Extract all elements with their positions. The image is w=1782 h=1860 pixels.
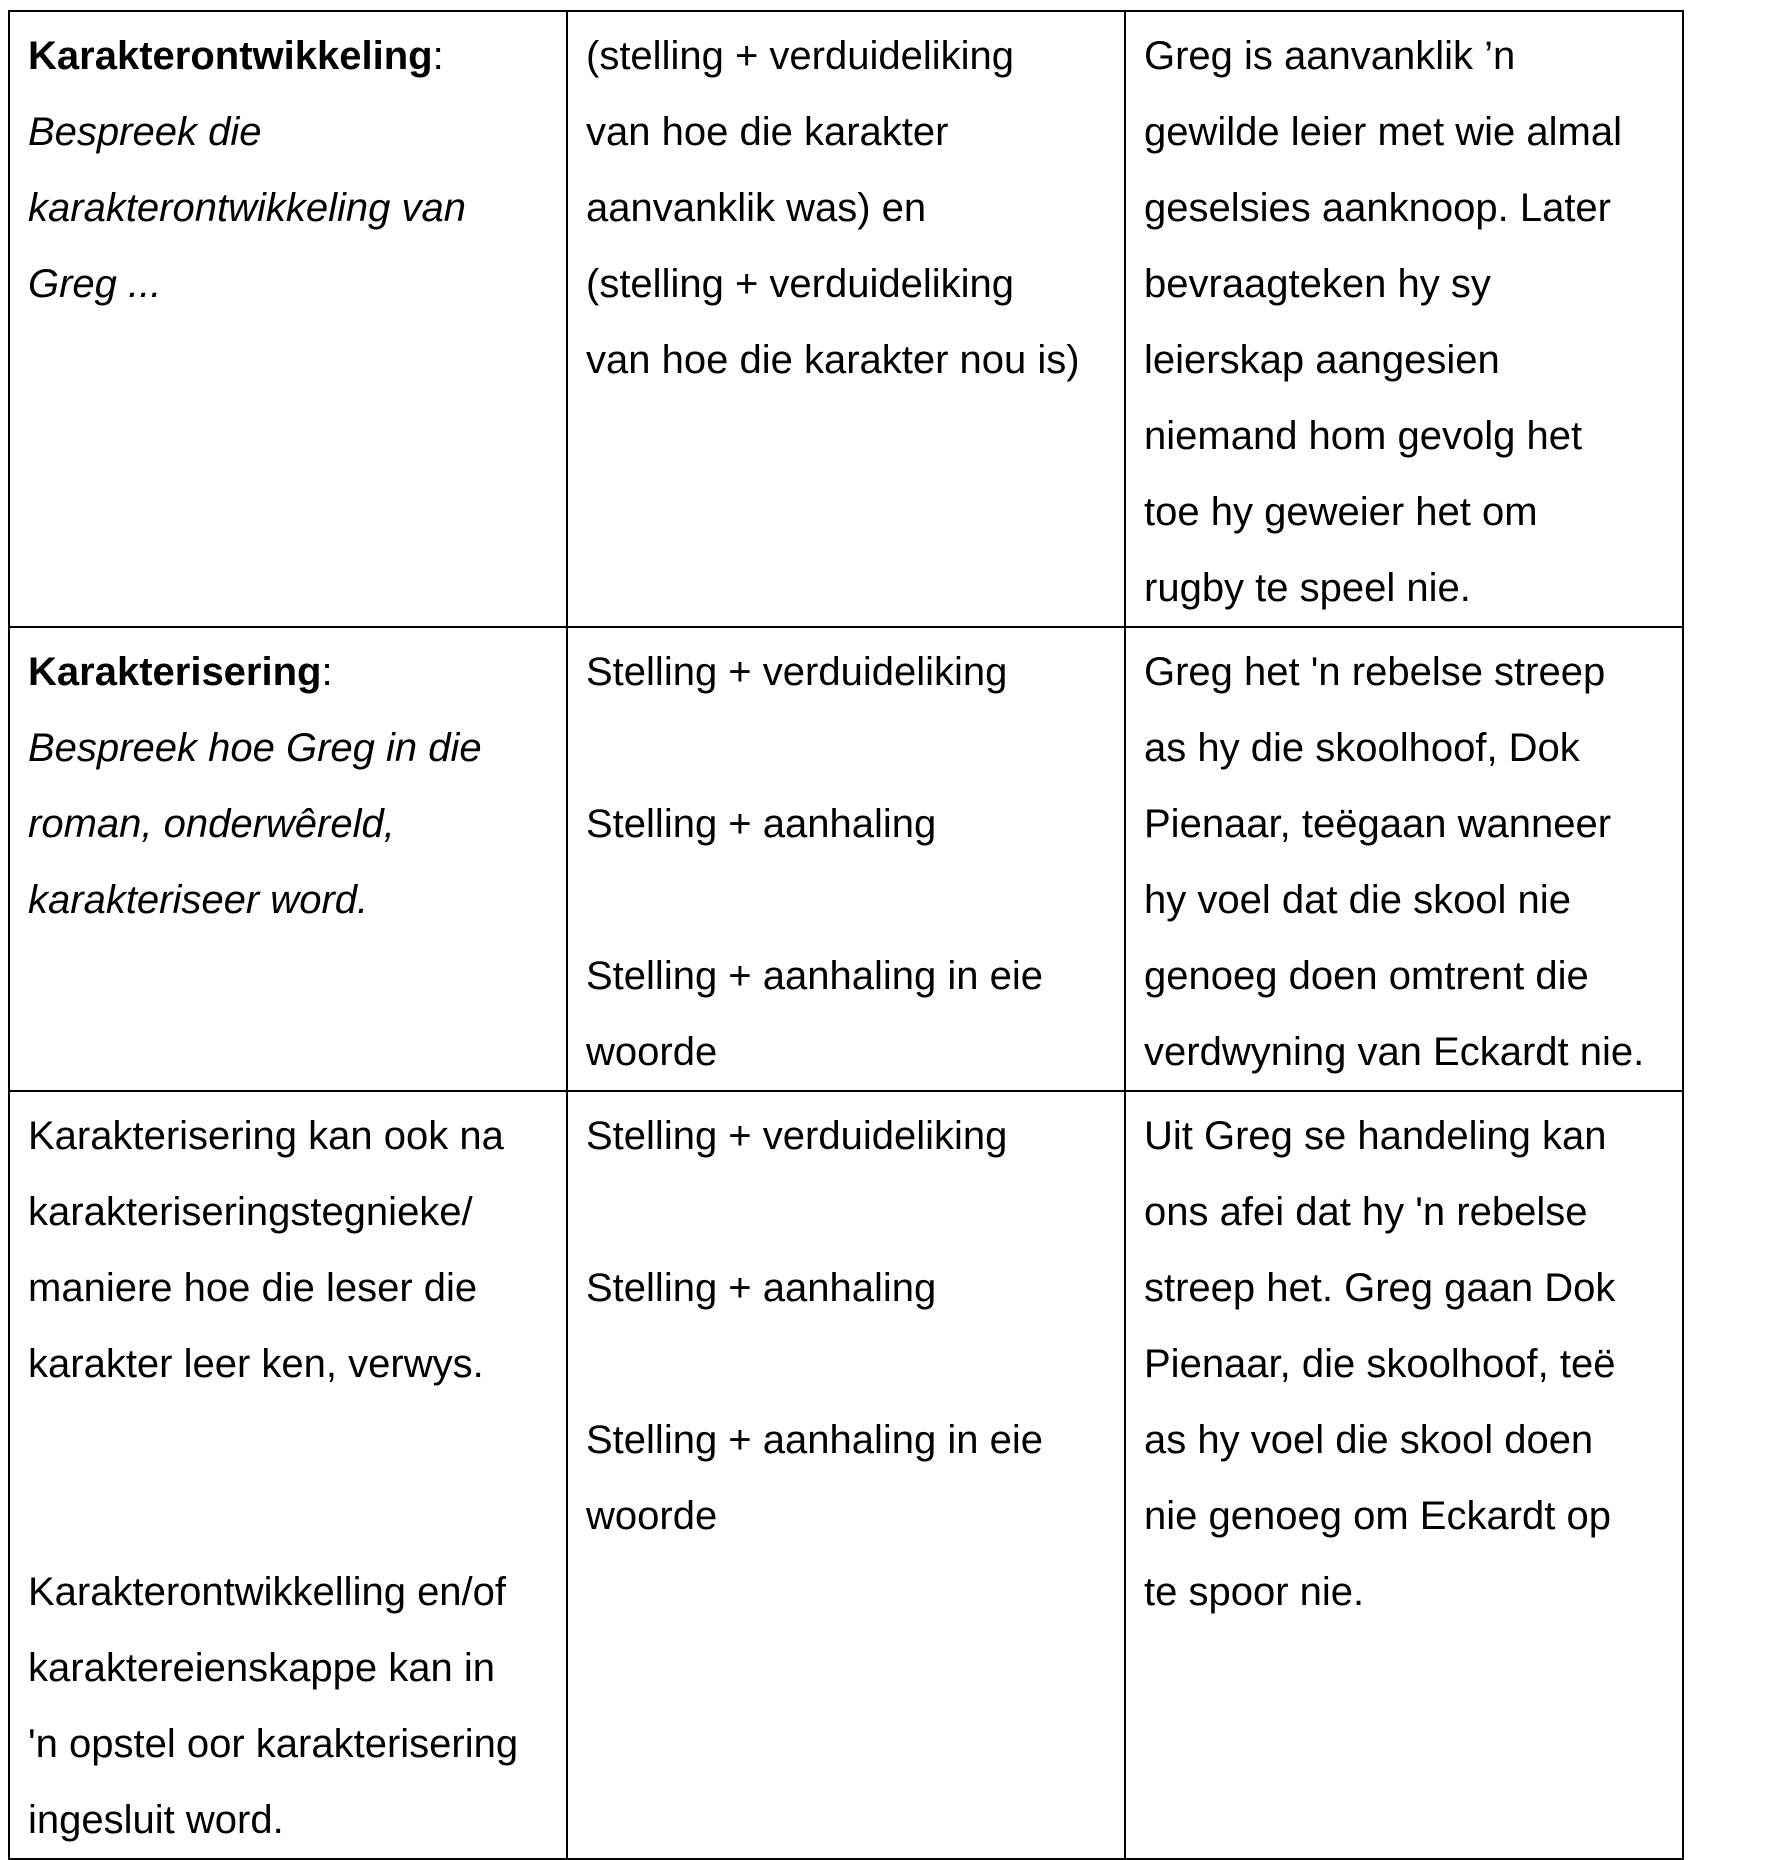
example-cell: [1125, 11, 1683, 627]
example-line: verdwyning van Eckardt nie.: [1144, 1030, 1645, 1074]
example-line: leierskap aangesien: [1144, 338, 1500, 382]
note-line: maniere hoe die leser die: [28, 1266, 478, 1310]
table-row: [9, 11, 1683, 627]
structure-cell: [567, 11, 1125, 627]
instruction-line: Bespreek die: [28, 110, 262, 154]
criterion-title: Karakterontwikkeling: [28, 34, 433, 78]
example-line: Uit Greg se handeling kan: [1144, 1114, 1607, 1158]
example-line: as hy die skoolhoof, Dok: [1144, 726, 1580, 770]
structure-cell: [567, 627, 1125, 1091]
structure-cell: [567, 1091, 1125, 1859]
example-line: Greg is aanvanklik ’n: [1144, 34, 1516, 78]
structure-item: Stelling + aanhaling: [586, 802, 937, 846]
instruction-line: karakterontwikkeling van: [28, 186, 466, 230]
structure-line: (stelling + verduideliking: [586, 262, 1015, 306]
example-line: gewilde leier met wie almal: [1144, 110, 1622, 154]
structure-line: van hoe die karakter nou is): [586, 338, 1080, 382]
example-line: genoeg doen omtrent die: [1144, 954, 1589, 998]
note-line: Karakterisering kan ook na: [28, 1114, 504, 1158]
example-line: bevraagteken hy sy: [1144, 262, 1491, 306]
note-line: karaktereienskappe kan in: [28, 1646, 495, 1690]
example-cell: [1125, 627, 1683, 1091]
example-line: Greg het 'n rebelse streep: [1144, 650, 1606, 694]
note-line: ingesluit word.: [28, 1798, 284, 1842]
instruction-line: roman, onderwêreld,: [28, 802, 395, 846]
structure-item: woorde: [586, 1494, 718, 1538]
example-line: as hy voel die skool doen: [1144, 1418, 1594, 1462]
instruction-line: Greg ...: [28, 262, 162, 306]
note-line: Karakterontwikkelling en/of: [28, 1570, 507, 1614]
note-line: 'n opstel oor karakterisering: [28, 1722, 519, 1766]
structure-line: aanvanklik was) en: [586, 186, 927, 230]
structure-item: woorde: [586, 1030, 718, 1074]
structure-line: van hoe die karakter: [586, 110, 949, 154]
structure-item: Stelling + aanhaling: [586, 1266, 937, 1310]
example-line: toe hy geweier het om: [1144, 490, 1538, 534]
example-cell: [1125, 1091, 1683, 1859]
note-line: karakter leer ken, verwys.: [28, 1342, 484, 1386]
example-line: niemand hom gevolg het: [1144, 414, 1583, 458]
criterion-cell: Karakterisering: Bespreek hoe Greg in die roman, onderwêreld, karakteriseer word.: [9, 627, 567, 1091]
example-line: Pienaar, teëgaan wanneer: [1144, 802, 1612, 846]
example-line: streep het. Greg gaan Dok: [1144, 1266, 1616, 1310]
structure-item: Stelling + verduideliking: [586, 1114, 1008, 1158]
structure-item: Stelling + aanhaling in eie: [586, 1418, 1044, 1462]
table-row: [9, 1091, 1683, 1859]
example-line: hy voel dat die skool nie: [1144, 878, 1571, 922]
criterion-cell: Karakterontwikkeling: Bespreek die karakterontwikkeling van Greg ...: [9, 11, 567, 627]
rubric-table: [8, 10, 1684, 1860]
instruction-line: Bespreek hoe Greg in die: [28, 726, 482, 770]
example-line: te spoor nie.: [1144, 1570, 1365, 1614]
example-line: geselsies aanknoop. Later: [1144, 186, 1611, 230]
instruction-line: karakteriseer word.: [28, 878, 369, 922]
example-line: rugby te speel nie.: [1144, 566, 1471, 610]
example-line: ons afei dat hy 'n rebelse: [1144, 1190, 1588, 1234]
criterion-title: Karakterisering: [28, 650, 322, 694]
example-line: Pienaar, die skoolhoof, teë: [1144, 1342, 1616, 1386]
structure-line: (stelling + verduideliking: [586, 34, 1015, 78]
table-row: [9, 627, 1683, 1091]
structure-item: Stelling + aanhaling in eie: [586, 954, 1044, 998]
example-line: nie genoeg om Eckardt op: [1144, 1494, 1611, 1538]
note-cell: [9, 1091, 567, 1859]
structure-item: Stelling + verduideliking: [586, 650, 1008, 694]
note-line: karakteriseringstegnieke/: [28, 1190, 473, 1234]
